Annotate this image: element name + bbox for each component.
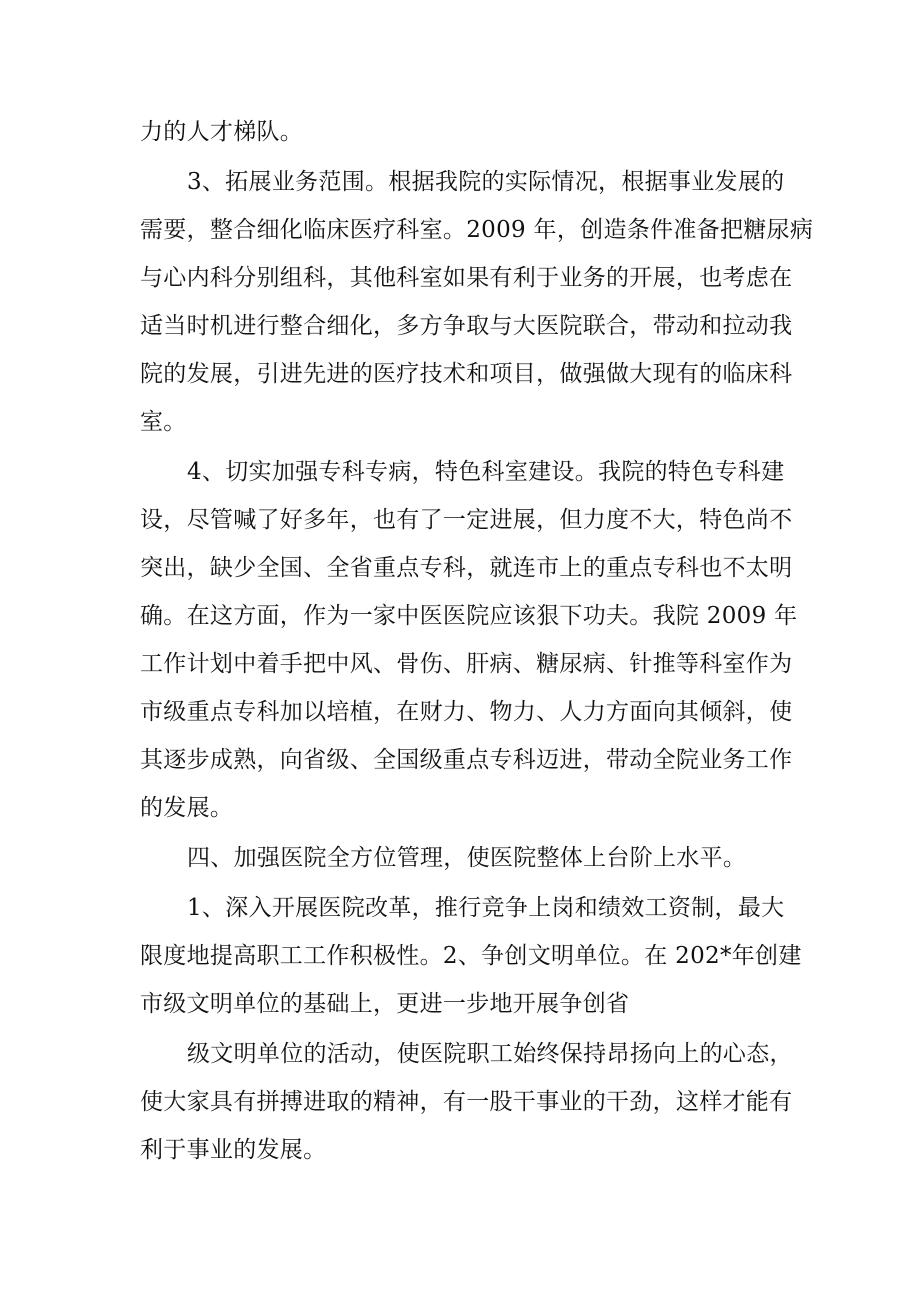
text-line: 其逐步成熟，向省级、全国级重点专科迈进，带动全院业务工作 [140, 747, 793, 773]
text-line: 院的发展，引进先进的医疗技术和项目，做强做大现有的临床科 [140, 361, 793, 387]
text-line: 3、拓展业务范围。根据我院的实际情况，根据事业发展的 [187, 169, 785, 195]
text-line: 市级重点专科加以培植，在财力、物力、人力方面向其倾斜，使 [140, 699, 793, 725]
section-heading: 四、加强医院全方位管理，使医院整体上台阶上水平。 [187, 845, 747, 871]
text-line: 级文明单位的活动，使医院职工始终保持昂扬向上的心态， [187, 1041, 793, 1067]
text-line: 与心内科分别组科，其他科室如果有利于业务的开展，也考虑在 [140, 265, 793, 291]
text-line: 利于事业的发展。 [140, 1137, 327, 1163]
text-line: 适当时机进行整合细化，多方争取与大医院联合，带动和拉动我 [140, 313, 793, 339]
text-line: 市级文明单位的基础上，更进一步地开展争创省 [140, 991, 630, 1017]
text-line: 室。 [140, 409, 187, 435]
text-line: 突出，缺少全国、全省重点专科，就连市上的重点专科也不太明 [140, 555, 793, 581]
text-line: 限度地提高职工工作积极性。2、争创文明单位。在 202*年创建 [140, 943, 802, 969]
text-line: 工作计划中着手把中风、骨伤、肝病、糖尿病、针推等科室作为 [140, 651, 793, 677]
text-line: 设，尽管喊了好多年，也有了一定进展，但力度不大，特色尚不 [140, 507, 793, 533]
text-line: 1、深入开展医院改革，推行竞争上岗和绩效工资制，最大 [187, 895, 785, 921]
text-line: 确。在这方面，作为一家中医医院应该狠下功夫。我院 2009 年 [140, 603, 798, 629]
text-line: 的发展。 [140, 795, 234, 821]
text-line: 力的人才梯队。 [140, 119, 304, 145]
text-line: 4、切实加强专科专病，特色科室建设。我院的特色专科建 [187, 459, 785, 485]
text-line: 需要，整合细化临床医疗科室。2009 年，创造条件准备把糖尿病 [140, 217, 814, 243]
text-line: 使大家具有拼搏进取的精神，有一股干事业的干劲，这样才能有 [140, 1089, 793, 1115]
